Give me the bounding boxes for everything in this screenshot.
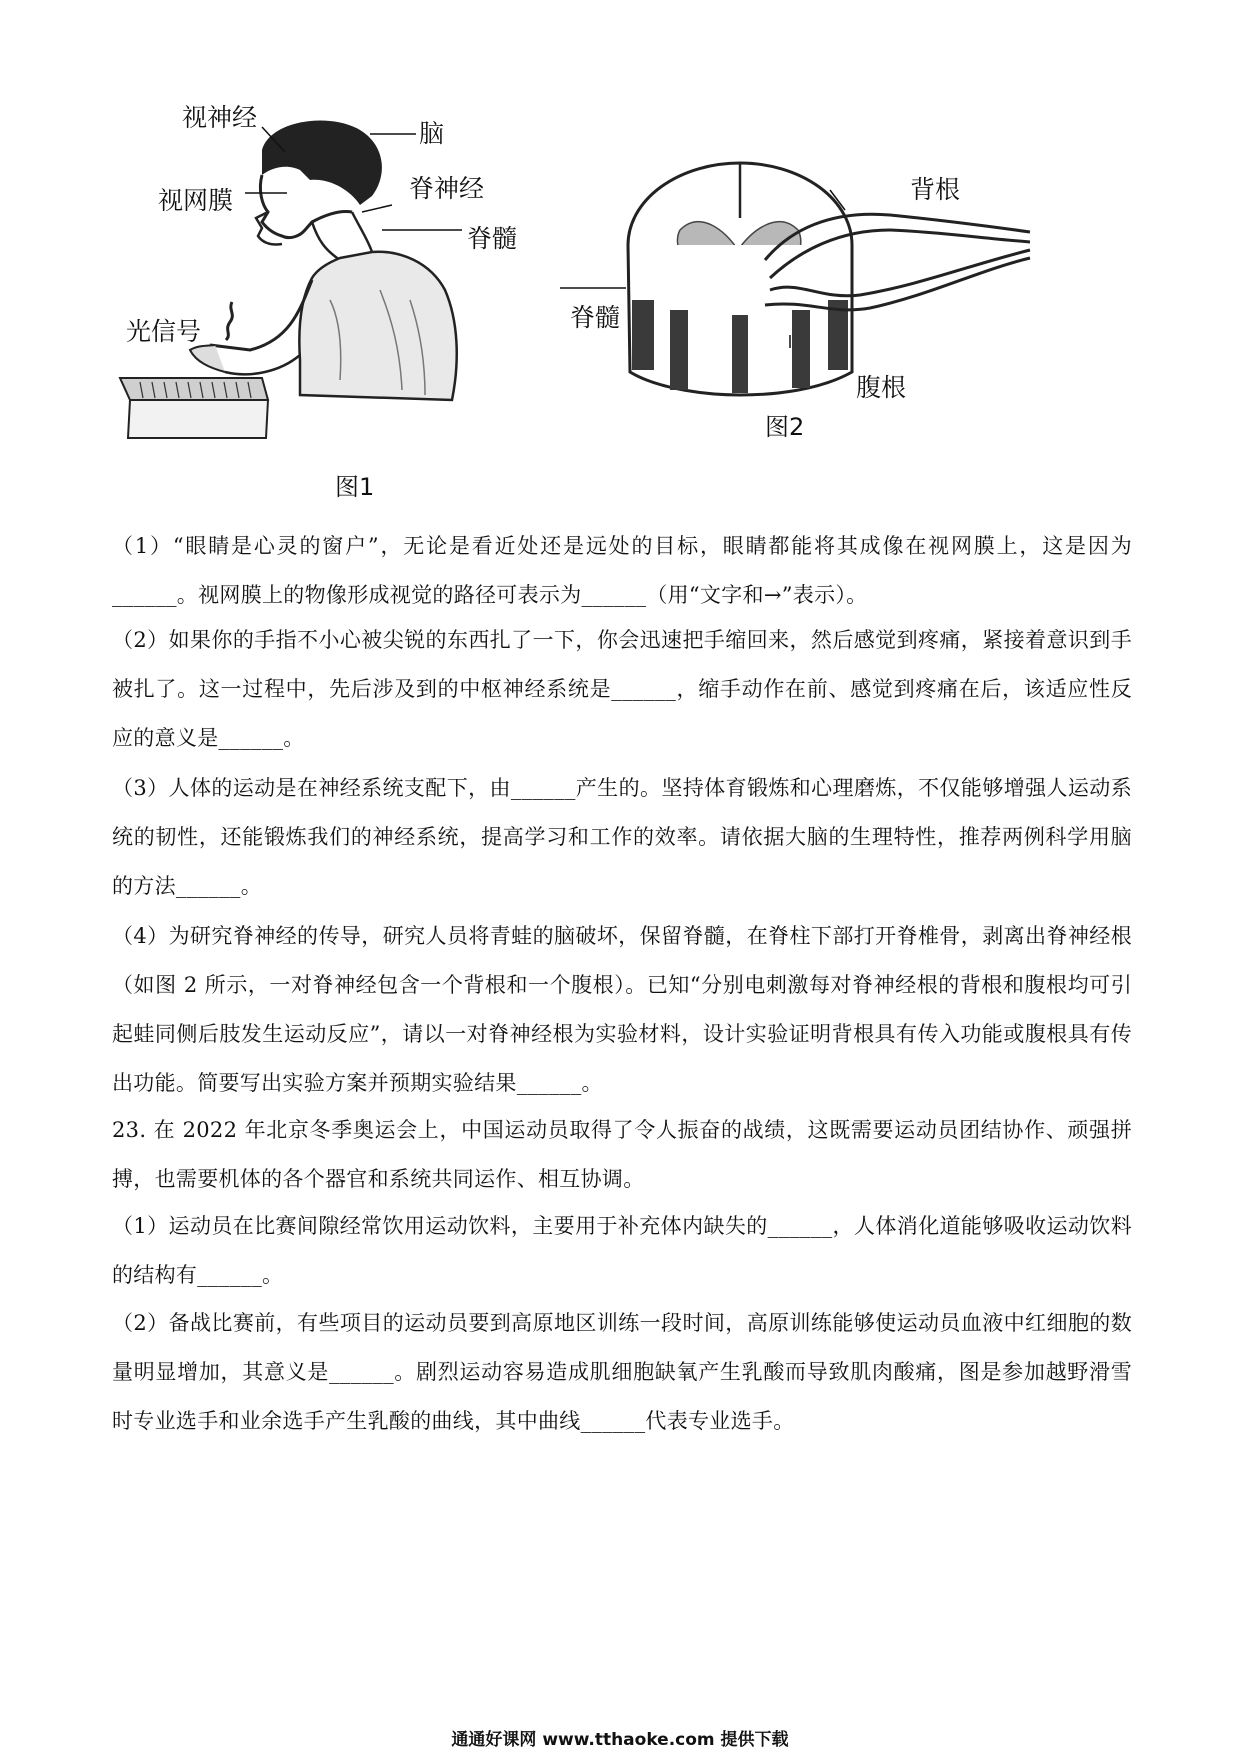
question-23-part-1: （1）运动员在比赛间隙经常饮用运动饮料，主要用于补充体内缺失的______，人体消化道能够吸收运动饮料的结构有______。	[112, 1214, 1132, 1287]
question-22-part-2: （2）如果你的手指不小心被尖锐的东西扎了一下，你会迅速把手缩回来，然后感觉到疼痛，紧接着意识到手被扎了。这一过程中，先后涉及到的中枢神经系统是______，缩手动作在前、感觉到疼痛在后，该适应性反应的意义是______。	[112, 628, 1132, 750]
question-22-part-3: （3）人体的运动是在神经系统支配下，由______产生的。坚持体育锻炼和心理磨炼，不仅能够增强人运动系统的韧性，还能锻炼我们的神经系统，提高学习和工作的效率。请依据大脑的生理特性，推荐两例科学用脑的方法______。	[112, 776, 1132, 898]
label-brain: 脑	[419, 119, 445, 148]
figure-1-caption: 图1	[335, 473, 375, 501]
figure-2-caption: 图2	[765, 413, 805, 441]
label-retina: 视网膜	[158, 186, 234, 215]
label-ventral-root: 腹根	[856, 373, 907, 402]
figure-2-illustration	[560, 150, 1120, 450]
label-spinal-cord: 脊髓	[467, 224, 518, 253]
figure-1	[0, 0, 560, 510]
question-23-stem: 23. 在 2022 年北京冬季奥运会上，中国运动员取得了令人振奋的战绩，这既需要运动员团结协作、顽强拼搏，也需要机体的各个器官和系统共同运作、相互协调。	[112, 1118, 1132, 1191]
question-22-part-1: （1）“眼睛是心灵的窗户”，无论是看近处还是远处的目标，眼睛都能将其成像在视网膜上，这是因为______。视网膜上的物像形成视觉的路径可表示为______（用“文字和→”表示）。	[112, 534, 1132, 607]
question-23-part-2: （2）备战比赛前，有些项目的运动员要到高原地区训练一段时间，高原训练能够使运动员血液中红细胞的数量明显增加，其意义是______。剧烈运动容易造成肌细胞缺氧产生乳酸而导致肌肉酸痛，图是参加越野滑雪时专业选手和业余选手产生乳酸的曲线，其中曲线______代表专业选手。	[112, 1311, 1132, 1433]
label-light-signal: 光信号	[126, 317, 202, 346]
label-optic-nerve: 视神经	[182, 103, 258, 132]
label-spinal-cord-cross-section: 脊髓	[570, 303, 621, 332]
figure-1-illustration	[0, 0, 560, 510]
label-dorsal-root: 背根	[910, 175, 961, 204]
question-22-part-4: （4）为研究脊神经的传导，研究人员将青蛙的脑破坏，保留脊髓，在脊柱下部打开脊椎骨，剥离出脊神经根（如图 2 所示，一对脊神经包含一个背根和一个腹根）。已知“分别电刺激每对脊神经根的背根和腹根均可引起蛙同侧后肢发生运动反应”，请以一对脊神经根为实验材料，设计实验证明背根具有传入功能或腹根具有传出功能。简要写出实验方案并预期实验结果______。	[112, 924, 1132, 1095]
page-footer: 通通好课网 www.tthaoke.com 提供下载	[451, 1730, 789, 1750]
figure-2	[560, 150, 1120, 450]
label-spinal-nerve: 脊神经	[409, 174, 485, 203]
